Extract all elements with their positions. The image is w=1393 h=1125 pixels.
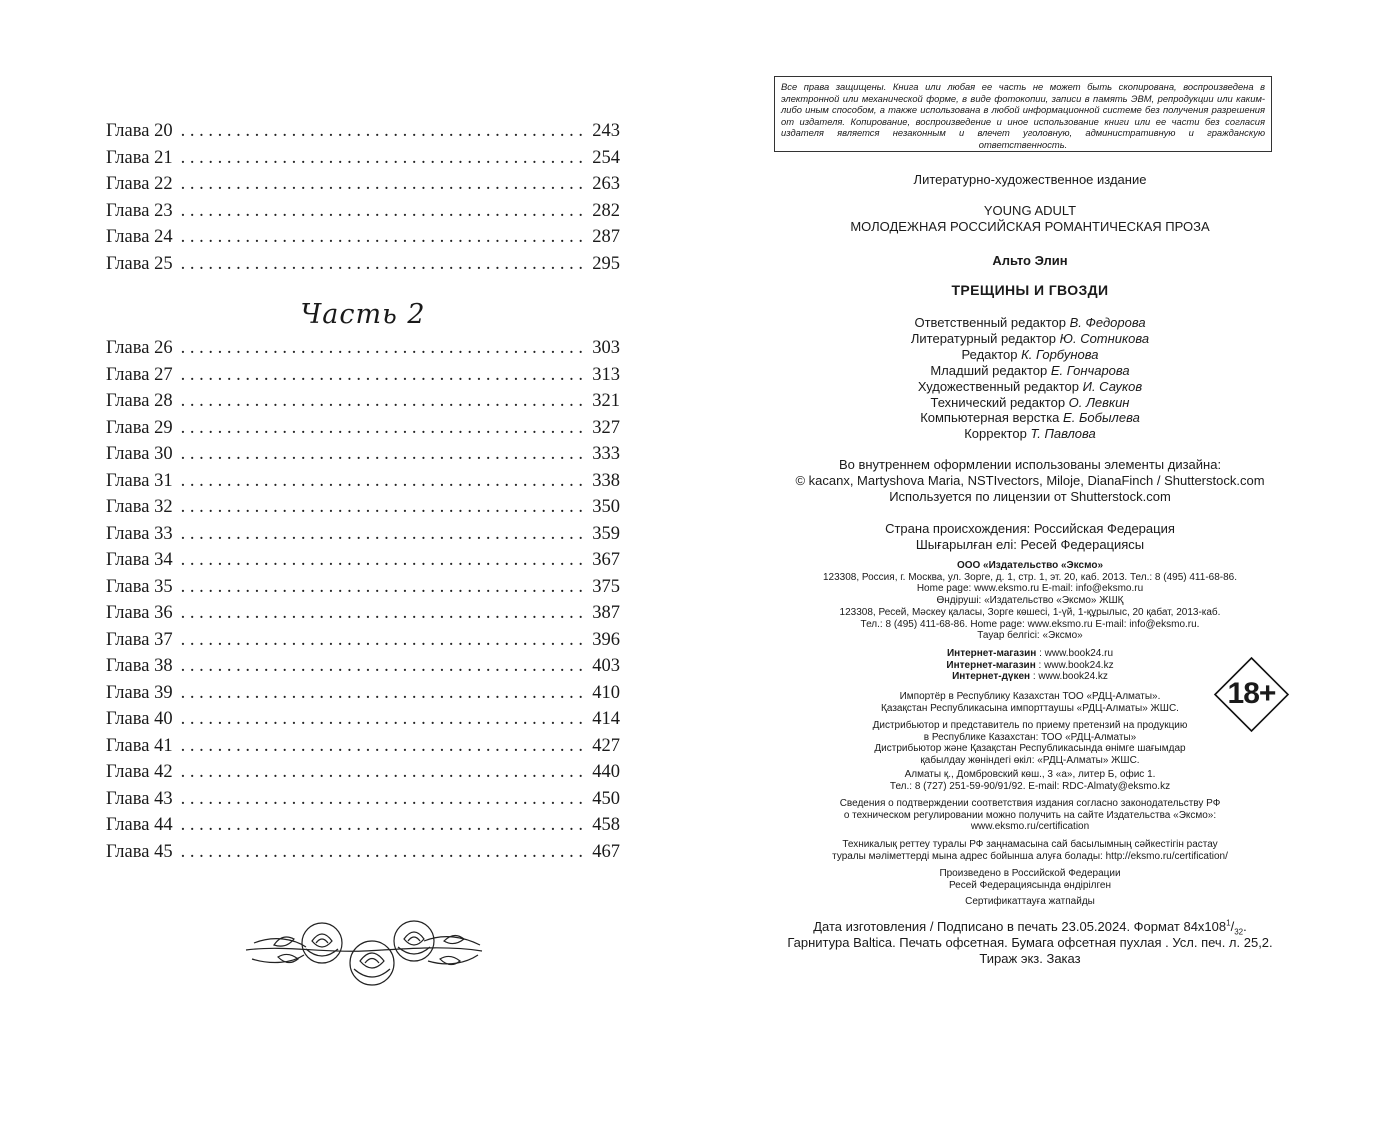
chapter-label: Глава 21 [106, 147, 173, 168]
print-line-1-end: . [1243, 919, 1247, 934]
toc-entry [106, 201, 620, 228]
toc-entry [106, 227, 620, 254]
page-number: 396 [592, 629, 620, 650]
shop-url: : www.book24.ru [1036, 648, 1114, 659]
page-number: 295 [592, 253, 620, 274]
editor-line [760, 363, 1300, 379]
dot-leader [181, 550, 589, 571]
shop-label: Интернет-дүкен [952, 671, 1031, 683]
chapter-label: Глава 41 [106, 735, 173, 756]
page-number: 450 [592, 788, 620, 809]
page-number: 367 [592, 550, 620, 570]
address-line: Алматы қ., Домбровский көш., 3 «а», литер Б, офис 1. [904, 769, 1156, 780]
editor-name: И. Сауков [1082, 378, 1143, 394]
editor-role: Компьютерная верстка [920, 410, 1060, 426]
toc-entry [106, 815, 620, 842]
importer-line: Қазақстан Республикасына импорттаушы «РДЦ-Алматы» ЖШС. [881, 702, 1179, 714]
dot-leader [181, 227, 589, 248]
dot-leader [181, 497, 589, 518]
chapter-label: Глава 30 [106, 444, 173, 464]
chapter-label: Глава 40 [106, 709, 173, 729]
produced-block [760, 868, 1300, 891]
page-number: 287 [592, 227, 620, 247]
format-fraction-num: 1 [1226, 918, 1231, 928]
dot-leader [181, 174, 589, 195]
page-number: 338 [592, 470, 620, 491]
dot-leader [181, 603, 589, 624]
toc-entry [106, 497, 620, 524]
editor-line [760, 426, 1300, 442]
toc-entry [106, 391, 620, 418]
certification-kz-block [760, 839, 1300, 862]
page-number: 254 [592, 147, 620, 168]
page-number: 410 [592, 682, 620, 703]
dot-leader [181, 471, 589, 492]
page-number: 327 [592, 417, 620, 438]
origin-line: Страна происхождения: Российская Федерация [885, 521, 1175, 536]
chapter-label: Глава 23 [106, 200, 173, 221]
shop-url: : www.book24.kz [1035, 659, 1114, 671]
shop-label: Интернет-магазин [946, 659, 1036, 671]
chapter-label: Глава 27 [106, 364, 173, 385]
chapter-label: Глава 29 [106, 417, 173, 438]
dot-leader [181, 842, 589, 863]
editor-name: Ю. Сотникова [1059, 330, 1150, 346]
toc-entry [106, 762, 620, 789]
cert-line: о техническом регулировании можно получить на сайте Издательства «Эксмо»: [843, 809, 1217, 821]
page-number: 282 [592, 200, 620, 221]
dot-leader [181, 338, 589, 359]
dot-leader [181, 524, 589, 545]
design-line: Во внутреннем оформлении использованы элементы дизайна: [838, 457, 1222, 472]
dot-leader [181, 254, 589, 275]
editor-name: О. Левкин [1068, 394, 1130, 410]
dot-leader [181, 577, 589, 598]
dot-leader [181, 391, 589, 412]
page-number: 387 [592, 603, 620, 623]
chapter-label: Глава 33 [106, 523, 173, 544]
dot-leader [181, 418, 589, 439]
page-number: 414 [592, 709, 620, 729]
toc-entry [106, 338, 620, 365]
publisher-line: 123308, Россия, г. Москва, ул. Зорге, д. 1, стр. 1, эт. 20, каб. 2013. Тел.: 8 (495) 411-68-86. [822, 571, 1238, 583]
dot-leader [181, 815, 589, 836]
publisher-line: Home page: www.eksmo.ru E-mail: info@eksmo.ru [916, 583, 1144, 595]
page-number: 440 [592, 762, 620, 782]
publisher-line: Өндіруші: «Издательство «Эксмо» ЖШҚ [936, 595, 1124, 607]
editor-name: Е. Бобылева [1063, 410, 1140, 426]
toc-entry [106, 577, 620, 604]
dot-leader [181, 444, 589, 465]
copyright-notice-box: Все права защищены. Книга или любая ее часть не может быть скопирована, воспроизведена в электронной или механической форме, в виде фотокопии, записи в память ЭВМ, репродукции или каким-либо иным способом, а также использована в любой информационной системе без получения разрешения от издателя. Копирование, воспроизведение и иное использование книги или ее части без согласия издателя является незаконным и влечет уголовную, административную и гражданскую ответственность. [774, 76, 1272, 152]
age-rating: 18+ [1227, 677, 1276, 710]
publisher-name: ООО «Издательство «Эксмо» [956, 560, 1104, 571]
address-block [760, 769, 1300, 792]
certification-block [760, 798, 1300, 833]
dot-leader [181, 736, 589, 757]
produced-line: Произведено в Российской Федерации [939, 868, 1121, 879]
toc-entry [106, 630, 620, 657]
chapter-label: Глава 28 [106, 391, 173, 411]
page-number: 350 [592, 497, 620, 517]
toc-entry [106, 550, 620, 577]
cert-note: Сертификаттауға жатпайды [965, 896, 1095, 907]
table-of-contents [106, 121, 620, 868]
editor-role: Редактор [961, 346, 1018, 362]
distributor-line: қабылдау жөніндегі өкіл: «РДЦ-Алматы» ЖШС. [920, 755, 1140, 767]
design-credits [760, 457, 1300, 505]
editor-role: Ответственный редактор [914, 315, 1066, 330]
dot-leader [181, 709, 589, 730]
print-line-3: Тираж экз. Заказ [979, 951, 1081, 966]
toc-entry [106, 656, 620, 683]
editor-line [760, 347, 1300, 363]
chapter-label: Глава 44 [106, 815, 173, 835]
distributor-line: в Республике Казахстан: ТОО «РДЦ-Алматы» [923, 731, 1137, 743]
chapter-label: Глава 45 [106, 841, 173, 862]
editor-role: Технический редактор [930, 394, 1066, 410]
origin-block [760, 521, 1300, 553]
toc-entry [106, 603, 620, 630]
dot-leader [181, 656, 589, 677]
chapter-label: Глава 22 [106, 174, 173, 194]
chapter-label: Глава 34 [106, 550, 173, 570]
shop-label: Интернет-магазин [946, 648, 1037, 659]
print-line-1-text: Дата изготовления / Подписано в печать 23.05.2024. Формат 84x108 [813, 919, 1227, 934]
chapter-label: Глава 31 [106, 470, 173, 491]
chapter-label: Глава 43 [106, 788, 173, 809]
cert-line: www.eksmo.ru/certification [970, 821, 1090, 833]
toc-entry [106, 524, 620, 551]
toc-entry [106, 174, 620, 201]
address-line: Тел.: 8 (727) 251-59-90/91/92. E-mail: RDC-Almaty@eksmo.kz [889, 780, 1171, 792]
page-number: 333 [592, 444, 620, 464]
editor-line [760, 395, 1300, 411]
dot-leader [181, 683, 589, 704]
toc-entry [106, 254, 620, 281]
design-line: © kacanx, Martyshova Maria, NSTIvectors, Miloje, DianaFinch / Shutterstock.com [795, 473, 1265, 488]
series-line-2: МОЛОДЕЖНАЯ РОССИЙСКАЯ РОМАНТИЧЕСКАЯ ПРОЗА [850, 219, 1210, 234]
dot-leader [181, 365, 589, 386]
toc-entry [106, 842, 620, 869]
toc-entry [106, 444, 620, 471]
dot-leader [181, 789, 589, 810]
chapter-label: Глава 39 [106, 682, 173, 703]
cert-kz-line: туралы мәліметтерді мына адрес бойынша алуға болады: http://eksmo.ru/certification/ [832, 850, 1228, 862]
editor-line [760, 379, 1300, 395]
page-number: 303 [592, 338, 620, 358]
chapter-label: Глава 26 [106, 338, 173, 358]
series-block [760, 203, 1300, 235]
print-line-2: Гарнитура Baltica. Печать офсетная. Бумага офсетная пухлая . Усл. печ. л. 25,2. [787, 935, 1273, 950]
toc-entry [106, 418, 620, 445]
cert-line: Сведения о подтверждении соответствия издания согласно законодательству РФ [839, 798, 1221, 809]
page-number: 321 [592, 391, 620, 411]
print-details [760, 919, 1300, 967]
origin-line: Шығарылған елі: Ресей Федерациясы [915, 537, 1145, 552]
cert-kz-line: Техникалық реттеу туралы РФ заңнамасына сай басылымның сәйкестігін растау [842, 839, 1218, 850]
editor-line [760, 410, 1300, 426]
page-number: 263 [592, 174, 620, 194]
chapter-label: Глава 38 [106, 656, 173, 676]
editor-name: Т. Павлова [1030, 426, 1096, 442]
editors-list [760, 315, 1300, 442]
chapter-label: Глава 32 [106, 497, 173, 517]
toc-list-part2 [106, 338, 620, 868]
toc-entry [106, 365, 620, 392]
publisher-block [760, 560, 1300, 642]
toc-entry [106, 121, 620, 148]
chapter-label: Глава 24 [106, 227, 173, 247]
author-name: Альто Элин [992, 253, 1068, 268]
editor-role: Младший редактор [930, 362, 1048, 378]
editor-line [760, 315, 1300, 331]
page-number: 313 [592, 364, 620, 385]
editor-name: К. Горбунова [1021, 346, 1099, 362]
editor-role: Художественный редактор [917, 378, 1080, 394]
importer-line: Импортёр в Республику Казахстан ТОО «РДЦ-Алматы». [899, 691, 1161, 702]
chapter-label: Глава 36 [106, 603, 173, 623]
editor-role: Корректор [964, 426, 1027, 442]
publisher-line: Тауар белгісі: «Эксмо» [977, 630, 1083, 642]
format-fraction-den: 32 [1234, 927, 1244, 937]
toc-list-part1 [106, 121, 620, 280]
produced-line: Ресей Федерациясында өндірілген [948, 879, 1112, 891]
chapter-label: Глава 20 [106, 121, 173, 141]
chapter-label: Глава 25 [106, 253, 173, 274]
design-line: Используется по лицензии от Shutterstock.com [889, 489, 1171, 504]
chapter-label: Глава 37 [106, 629, 173, 650]
page-number: 467 [592, 841, 620, 862]
page-number: 427 [592, 735, 620, 756]
editor-name: В. Федорова [1069, 315, 1146, 330]
page-number: 403 [592, 656, 620, 676]
toc-entry [106, 736, 620, 763]
series-line-1: YOUNG ADULT [983, 203, 1077, 218]
toc-entry [106, 471, 620, 498]
dot-leader [181, 762, 589, 783]
dot-leader [181, 121, 589, 142]
part-title: Часть 2 [300, 299, 426, 330]
edition-type: Литературно-художественное издание [913, 172, 1147, 187]
distributor-line: Дистрибьютор и представитель по приему претензий на продукцию [872, 720, 1188, 731]
publisher-line: Тел.: 8 (495) 411-68-86. Home page: www.eksmo.ru E-mail: info@eksmo.ru. [860, 618, 1200, 630]
editor-role: Литературный редактор [910, 330, 1057, 346]
shop-url: : www.book24.kz [1030, 671, 1108, 683]
toc-entry [106, 683, 620, 710]
rose-ornament-icon [244, 905, 484, 995]
chapter-label: Глава 35 [106, 576, 173, 597]
print-line-1: Дата изготовления / Подписано в печать 23.05.2024. Формат $84x108^1/_{32}$. [813, 918, 1247, 937]
dot-leader [181, 201, 589, 222]
page-number: 375 [592, 576, 620, 597]
chapter-label: Глава 42 [106, 762, 173, 782]
dot-leader [181, 148, 589, 169]
page-number: 458 [592, 815, 620, 835]
editor-line [760, 331, 1300, 347]
editor-name: Е. Гончарова [1050, 362, 1130, 378]
dot-leader [181, 630, 589, 651]
page-number: 243 [592, 121, 620, 141]
toc-entry [106, 148, 620, 175]
publisher-line: 123308, Ресей, Мәскеу қаласы, Зорге көшесі, 1-үй, 1-құрылыс, 20 қабат, 2013-каб. [839, 606, 1221, 618]
page-number: 359 [592, 523, 620, 544]
toc-entry [106, 789, 620, 816]
book-title: ТРЕЩИНЫ И ГВОЗДИ [951, 282, 1109, 298]
distributor-line: Дистрибьютор және Қазақстан Республикасында өнімге шағымдар [874, 743, 1186, 755]
toc-entry [106, 709, 620, 736]
